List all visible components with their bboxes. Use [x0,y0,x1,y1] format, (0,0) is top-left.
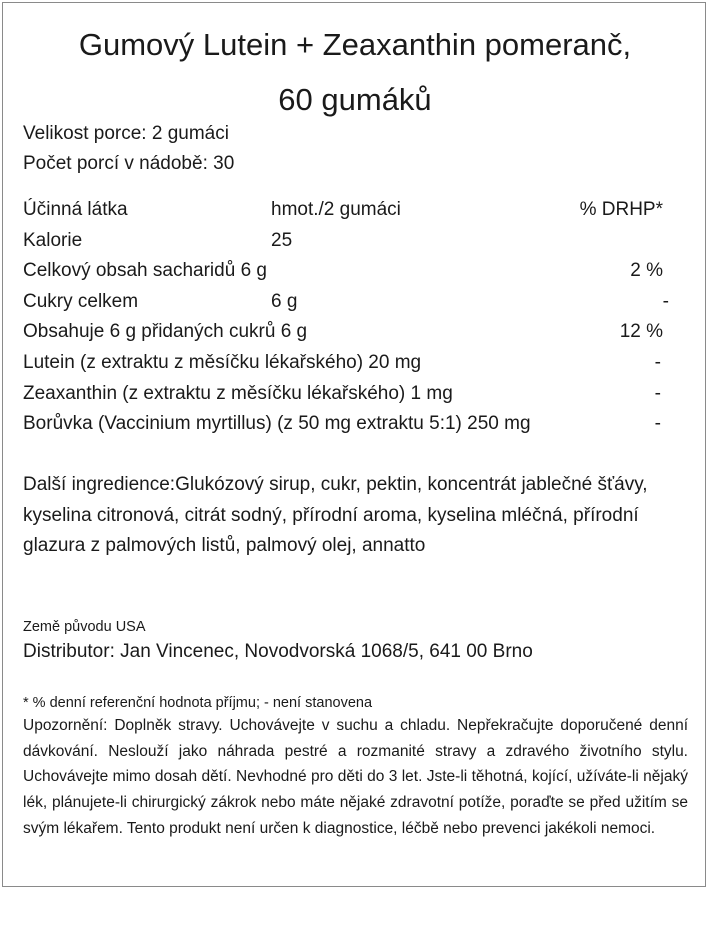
warning-text: Upozornění: Doplněk stravy. Uchovávejte v suchu a chladu. Nepřekračujte doporučené denní dávkování. Neslouží jako náhrada pestré a rozmanité stravy a zdravého životního stylu. Uchovávejte mimo dosah dětí. Nevhodné pro děti do 3 let. Jste-li těhotná, kojící, užíváte-li nějaký lék, plánujete-li chirurgický zákrok nebo máte nějaké zdravotní potíže, poraďte se před užitím se svým lékařem. Tento produkt není určen k diagnostice, léčbě nebo prevenci jakékoli nemoci. [23,717,688,837]
table-row-amount: 25 [271,230,293,251]
footnote: * % denní referenční hodnota příjmu; - není stanovena [23,695,373,711]
table-row-name: Lutein (z extraktu z měsíčku lékařského) 20 mg [23,352,422,373]
distributor-info: Distributor: Jan Vincenec, Novodvorská 1068/5, 641 00 Brno [23,641,533,662]
table-row-amount: 6 g [271,291,298,312]
table-row-name: Obsahuje 6 g přidaných cukrů 6 g [23,321,308,342]
table-row-name: Zeaxanthin (z extraktu z měsíčku lékařského) 1 mg [23,383,453,404]
serving-size: Velikost porce: 2 gumáci [23,123,229,144]
table-row-dv: 12 % [619,321,663,342]
table-row-dv: - [662,291,669,312]
table-row-dv: - [654,383,661,404]
table-header-name: Účinná látka [23,199,128,220]
table-row-dv: - [654,413,661,434]
servings-per-container: Počet porcí v nádobě: 30 [23,153,235,174]
product-title-line-2: 60 gumáků [278,82,432,117]
table-row-name: Cukry celkem [23,291,139,312]
ingredients-text: Další ingredience:Glukózový sirup, cukr, pektin, koncentrát jablečné šťávy, kyselina citronová, citrát sodný, přírodní aroma, kyselina mléčná, přírodní glazura z palmových listů, palmový olej, annatto [23,474,648,556]
table-header-amount: hmot./2 gumáci [271,199,401,220]
table-row-name: Celkový obsah sacharidů 6 g [23,260,267,281]
table-row-dv: 2 % [630,260,663,281]
country-of-origin: Země původu USA [23,619,146,635]
table-row-name: Borůvka (Vaccinium myrtillus) (z 50 mg extraktu 5:1) 250 mg [23,413,531,434]
table-header-dv: % DRHP* [579,199,663,220]
product-title-line-1: Gumový Lutein + Zeaxanthin pomeranč, [78,27,632,62]
table-row-name: Kalorie [23,230,83,251]
product-label [2,2,706,887]
table-row-dv: - [654,352,661,373]
